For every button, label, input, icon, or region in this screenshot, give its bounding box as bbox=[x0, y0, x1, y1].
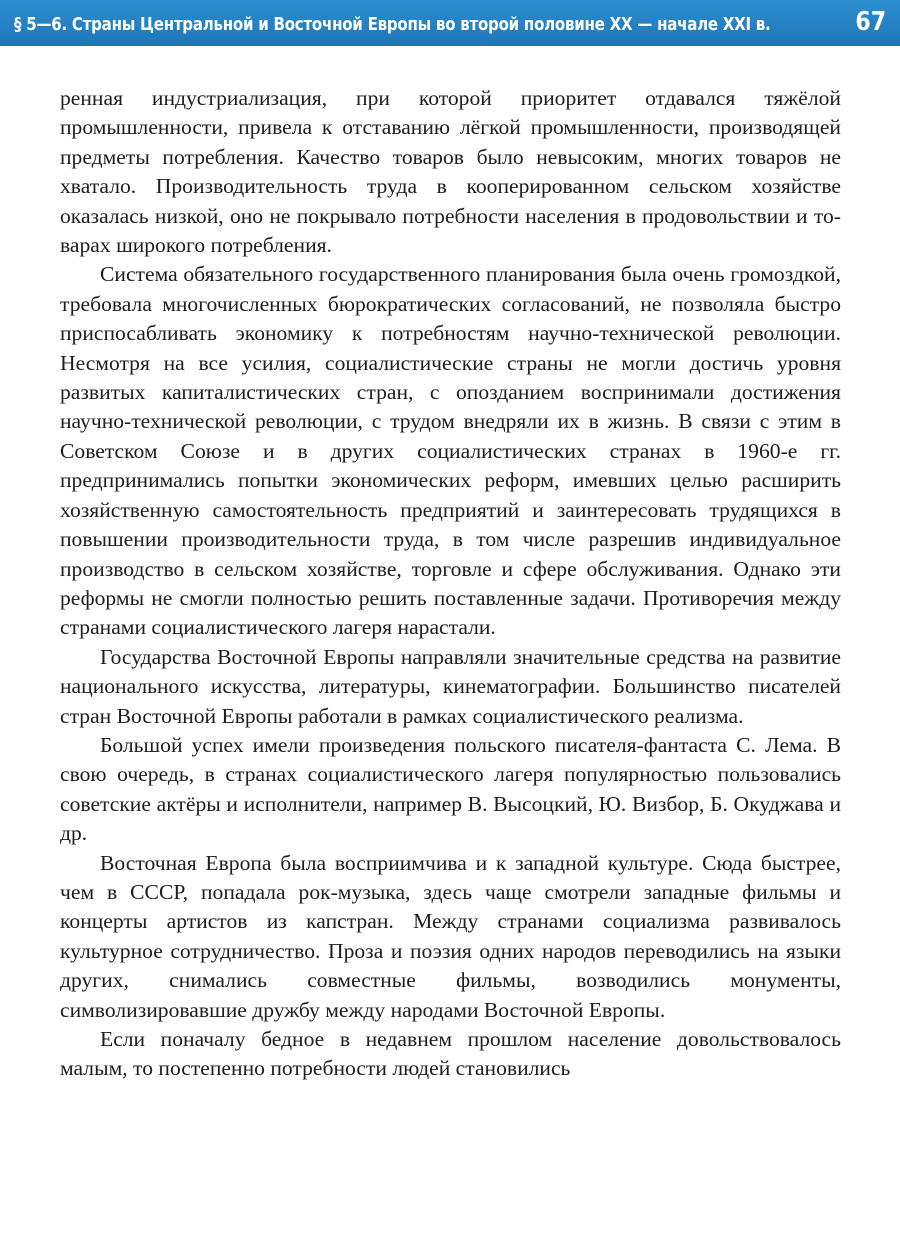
chapter-title: § 5—6. Страны Центральной и Восточной Европы во второй половине XX — начале XXI в. bbox=[14, 15, 771, 35]
paragraph-planning-system: Система обязательного государственного планирования была очень громоздкой, требовала многочисленных бюрократических согласований, не позволяла быстро приспосабливать экономику к потребностям научно-технической революции. Несмотря на все усилия, социалистические страны не могли достичь уровня развитых капиталистических стран, с опозданием воспринимали достижения научно-технической революции, с трудом внедряли их в жизнь. В связи с этим в Советском Союзе и в других социалистических странах в 1960-е гг. предпринимались попытки экономических реформ, имевших целью расширить хозяйственную самостоятельность предприятий и заинтересовать трудящихся в повышении производительности труда, в том числе разрешив индивидуальное производство в сельском хозяйстве, торговле и сфере обслуживания. Однако эти реформы не смогли полностью решить поставленные задачи. Противоречия между странами социалистического лагеря нарастали. bbox=[60, 262, 841, 640]
paragraph-continuation: ренная индустриализация, при которой приоритет отдавался тяжёлой промышленности, привела к отставанию лёгкой промышленности, производящей предметы потребления. Качество товаров было невысоким, многих товаров не хватало. Производительность труда в кооперированном сельском хозяйстве оказалась низкой, оно не покрывало потребности населения в продовольствии и товарах широкого потребления. bbox=[60, 86, 841, 258]
paragraph-national-art: Государства Восточной Европы направляли значительные средства на развитие национального искусства, литературы, кинематографии. Большинство писателей стран Восточной Европы работали в рамках социалистического реализма. bbox=[60, 644, 841, 728]
page-number: 67 bbox=[855, 7, 886, 37]
paragraph-western-culture: Восточная Европа была восприимчива и к западной культуре. Сюда быстрее, чем в СССР, попадала рок-музыка, здесь чаще смотрели западные фильмы и концерты артистов из капстран. Между странами социализма развивалось культурное сотрудничество. Проза и поэзия одних народов переводились на языки других, снимались совместные фильмы, возводились монументы, символизировавшие дружбу между народами Восточной Европы. bbox=[60, 850, 841, 1022]
paragraph-lem-success: Большой успех имели произведения польского писателя-фантаста С. Лема. В свою очередь, в странах социалистического лагеря популярностью пользовались советские актёры и исполнители, например В. Высоцкий, Ю. Визбор, Б. Окуджава и др. bbox=[60, 732, 841, 846]
page-body bbox=[60, 84, 841, 1084]
page-header bbox=[0, 0, 900, 46]
paragraph-consumer-needs: Если поначалу бедное в недавнем прошлом население довольствовалось малым, то постепенно потребности людей становились bbox=[60, 1027, 841, 1081]
